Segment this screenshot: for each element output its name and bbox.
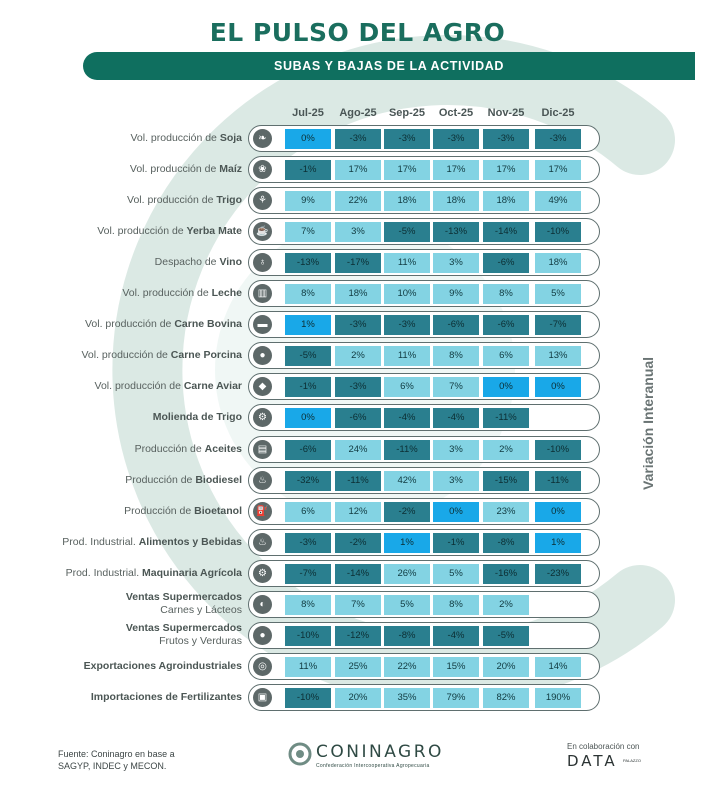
- value-cell: 8%: [285, 284, 331, 304]
- value-cell: -3%: [335, 377, 381, 397]
- subtitle-banner: SUBAS Y BAJAS DE LA ACTIVIDAD: [83, 52, 695, 80]
- biodiesel-icon: ♨: [253, 471, 272, 490]
- value-cell: 7%: [335, 595, 381, 615]
- value-cell: -3%: [384, 129, 430, 149]
- row-label: [0, 225, 242, 238]
- value-cell: 1%: [384, 533, 430, 553]
- value-cell: 3%: [433, 440, 479, 460]
- value-cell: -10%: [285, 626, 331, 646]
- value-cell: -8%: [384, 626, 430, 646]
- wine-bottle-icon: ♁: [253, 253, 272, 272]
- value-cell: 6%: [483, 346, 529, 366]
- value-cell: 23%: [483, 502, 529, 522]
- row-label: [0, 194, 242, 207]
- value-cell: -11%: [483, 408, 529, 428]
- value-cell: -7%: [535, 315, 581, 335]
- value-cell: 2%: [483, 595, 529, 615]
- value-cell: -12%: [335, 626, 381, 646]
- value-cell: 22%: [384, 657, 430, 677]
- value-cell: 190%: [535, 688, 581, 708]
- row-label: [0, 349, 242, 362]
- row-label: [0, 411, 242, 424]
- fuel-pump-icon: ⛽: [253, 502, 272, 521]
- value-cell: 79%: [433, 688, 479, 708]
- value-cell: 11%: [285, 657, 331, 677]
- row-label-title: Ventas Supermercados: [125, 590, 242, 603]
- value-cell: 11%: [384, 253, 430, 273]
- column-header: Nov-25: [487, 107, 525, 119]
- row-label: [0, 132, 242, 145]
- value-cell: 17%: [483, 160, 529, 180]
- row-label-prefix: Vol. producción de: [94, 380, 184, 393]
- value-cell: -6%: [483, 253, 529, 273]
- row-label: [0, 591, 242, 617]
- value-cell: 18%: [483, 191, 529, 211]
- value-cell: -13%: [433, 222, 479, 242]
- value-cell: 7%: [285, 222, 331, 242]
- value-cell: 0%: [285, 408, 331, 428]
- value-cell: 18%: [335, 284, 381, 304]
- value-cell: 13%: [535, 346, 581, 366]
- value-cell: -16%: [483, 564, 529, 584]
- value-cell: 5%: [535, 284, 581, 304]
- value-cell: -13%: [285, 253, 331, 273]
- row-label: [0, 443, 242, 456]
- value-cell: -3%: [285, 533, 331, 553]
- value-cell: 12%: [335, 502, 381, 522]
- row-label-prefix: Vol. producción de: [81, 349, 171, 362]
- row-label-title: Bioetanol: [194, 504, 242, 517]
- value-cell: 49%: [535, 191, 581, 211]
- value-cell: -1%: [285, 160, 331, 180]
- soy-icon: ❧: [253, 129, 272, 148]
- row-label: [0, 163, 242, 176]
- row-label-prefix: Vol. producción de: [122, 287, 212, 300]
- value-cell: 15%: [433, 657, 479, 677]
- cow-icon: ▬: [253, 315, 272, 334]
- row-label: [0, 318, 242, 331]
- value-cell: -5%: [285, 346, 331, 366]
- column-header: Ago-25: [339, 107, 377, 119]
- mill-icon: ⚙: [253, 408, 272, 427]
- row-label-title: Exportaciones Agroindustriales: [83, 659, 242, 672]
- value-cell: -4%: [384, 408, 430, 428]
- value-cell: 18%: [535, 253, 581, 273]
- value-cell: -3%: [433, 129, 479, 149]
- row-label-title: Soja: [219, 132, 242, 144]
- row-label: [0, 474, 242, 487]
- row-label-prefix: Prod. Industrial.: [62, 535, 139, 548]
- column-header: Sep-25: [388, 107, 426, 119]
- data-logo: DATA: [567, 752, 618, 770]
- value-cell: 17%: [384, 160, 430, 180]
- row-label: [0, 622, 242, 648]
- value-cell: -2%: [335, 533, 381, 553]
- milk-icon: ▥: [253, 284, 272, 303]
- chicken-icon: ◆: [253, 377, 272, 396]
- value-cell: -1%: [433, 533, 479, 553]
- value-cell: -5%: [483, 626, 529, 646]
- value-cell: -3%: [384, 315, 430, 335]
- value-cell: 5%: [384, 595, 430, 615]
- coninagro-emblem-icon: [288, 742, 312, 766]
- value-cell: -6%: [483, 315, 529, 335]
- meat-icon: ◐: [253, 595, 272, 614]
- value-cell: -11%: [535, 471, 581, 491]
- row-label-prefix: Producción de: [124, 504, 195, 517]
- value-cell: -14%: [483, 222, 529, 242]
- row-label: [0, 256, 242, 269]
- value-cell: 0%: [535, 502, 581, 522]
- vertical-axis-title: Variación Interanual: [640, 356, 656, 490]
- value-cell: -11%: [335, 471, 381, 491]
- value-cell: -10%: [285, 688, 331, 708]
- value-cell: 8%: [433, 346, 479, 366]
- column-header: Jul-25: [292, 107, 324, 119]
- pig-icon: ●: [253, 346, 272, 365]
- value-cell: -10%: [535, 440, 581, 460]
- row-label-title: Vino: [219, 256, 242, 269]
- row-label-title: Yerba Mate: [186, 225, 242, 238]
- value-cell: -11%: [384, 440, 430, 460]
- row-label-prefix: Vol. producción de: [97, 225, 187, 238]
- value-cell: 17%: [433, 160, 479, 180]
- row-label: [0, 660, 242, 673]
- value-cell: 25%: [335, 657, 381, 677]
- value-cell: -14%: [335, 564, 381, 584]
- value-cell: 9%: [433, 284, 479, 304]
- value-cell: 1%: [285, 315, 331, 335]
- data-logo-small: PALAZZO: [623, 758, 641, 763]
- mate-icon: ☕: [253, 222, 272, 241]
- wheat-icon: ⚘: [253, 191, 272, 210]
- value-cell: 2%: [335, 346, 381, 366]
- value-cell: 11%: [384, 346, 430, 366]
- value-cell: 20%: [483, 657, 529, 677]
- value-cell: 10%: [384, 284, 430, 304]
- column-header: Oct-25: [438, 107, 474, 119]
- row-label-prefix: Prod. Industrial.: [65, 566, 143, 579]
- value-cell: -6%: [285, 440, 331, 460]
- food-drink-icon: ♨: [253, 533, 272, 552]
- value-cell: -1%: [285, 377, 331, 397]
- coninagro-logo-text: CONINAGRO: [316, 742, 444, 762]
- value-cell: -32%: [285, 471, 331, 491]
- value-cell: -3%: [535, 129, 581, 149]
- row-label-prefix: Vol. producción de: [129, 163, 220, 176]
- row-label: [0, 567, 242, 580]
- row-label-prefix: Producción de: [125, 473, 196, 486]
- coninagro-logo-subtitle: Confederación Intercooperativa Agropecuaria: [316, 763, 430, 769]
- row-label-prefix: Producción de: [134, 442, 205, 455]
- value-cell: 26%: [384, 564, 430, 584]
- row-label-title: Carne Bovina: [174, 318, 242, 331]
- row-label-prefix: Vol. producción de: [85, 318, 175, 331]
- page-title: EL PULSO DEL AGRO: [209, 18, 506, 47]
- row-label-title: Biodiesel: [195, 473, 242, 486]
- value-cell: 82%: [483, 688, 529, 708]
- row-label-title: Aceites: [204, 442, 242, 455]
- value-cell: 14%: [535, 657, 581, 677]
- value-cell: -6%: [335, 408, 381, 428]
- value-cell: 24%: [335, 440, 381, 460]
- value-cell: 6%: [285, 502, 331, 522]
- value-cell: -17%: [335, 253, 381, 273]
- value-cell: 6%: [384, 377, 430, 397]
- row-label-prefix: Vol. producción de: [127, 194, 217, 207]
- value-cell: 17%: [535, 160, 581, 180]
- value-cell: -23%: [535, 564, 581, 584]
- value-cell: 35%: [384, 688, 430, 708]
- source-line-2: SAGYP, INDEC y MECON.: [58, 761, 167, 771]
- fertilizer-icon: ▣: [253, 688, 272, 707]
- row-label-title: Carne Aviar: [183, 380, 242, 393]
- row-label-prefix: Vol. producción de: [130, 132, 220, 144]
- value-cell: -7%: [285, 564, 331, 584]
- row-label: [0, 691, 242, 704]
- value-cell: -3%: [335, 315, 381, 335]
- value-cell: 1%: [535, 533, 581, 553]
- value-cell: 0%: [535, 377, 581, 397]
- row-label-subtitle: Frutos y Verduras: [159, 634, 242, 647]
- source-note: [58, 748, 175, 772]
- value-cell: 8%: [483, 284, 529, 304]
- row-label: [0, 380, 242, 393]
- value-cell: 3%: [335, 222, 381, 242]
- row-label-title: Trigo: [216, 194, 242, 207]
- row-label-title: Carne Porcina: [170, 349, 242, 362]
- value-cell: 0%: [285, 129, 331, 149]
- value-cell: 2%: [483, 440, 529, 460]
- value-cell: 18%: [433, 191, 479, 211]
- value-cell: 7%: [433, 377, 479, 397]
- row-label: [0, 287, 242, 300]
- value-cell: 18%: [384, 191, 430, 211]
- value-cell: 42%: [384, 471, 430, 491]
- column-header: Dic-25: [541, 107, 575, 119]
- value-cell: 8%: [433, 595, 479, 615]
- value-cell: 8%: [285, 595, 331, 615]
- row-label-title: Ventas Supermercados: [125, 621, 242, 634]
- value-cell: -15%: [483, 471, 529, 491]
- value-cell: -3%: [483, 129, 529, 149]
- value-cell: -5%: [384, 222, 430, 242]
- value-cell: -6%: [433, 315, 479, 335]
- corn-icon: ❀: [253, 160, 272, 179]
- source-line-1: Fuente: Coninagro en base a: [58, 749, 175, 759]
- row-label-title: Maíz: [219, 163, 242, 176]
- value-cell: 3%: [433, 253, 479, 273]
- apple-icon: ●: [253, 626, 272, 645]
- row-label: [0, 536, 242, 549]
- value-cell: -8%: [483, 533, 529, 553]
- value-cell: -3%: [335, 129, 381, 149]
- value-cell: 3%: [433, 471, 479, 491]
- value-cell: 0%: [433, 502, 479, 522]
- row-label-title: Alimentos y Bebidas: [138, 535, 242, 548]
- row-label: [0, 505, 242, 518]
- value-cell: 17%: [335, 160, 381, 180]
- value-cell: 5%: [433, 564, 479, 584]
- row-label-prefix: Despacho de: [154, 256, 220, 269]
- value-cell: -4%: [433, 626, 479, 646]
- row-label-title: Leche: [211, 287, 242, 300]
- value-cell: -2%: [384, 502, 430, 522]
- oil-icon: ▤: [253, 440, 272, 459]
- tractor-icon: ⚙: [253, 564, 272, 583]
- globe-icon: ◎: [253, 657, 272, 676]
- value-cell: -10%: [535, 222, 581, 242]
- value-cell: 22%: [335, 191, 381, 211]
- row-label-title: Molienda de Trigo: [152, 411, 242, 424]
- value-cell: 20%: [335, 688, 381, 708]
- row-label-subtitle: Carnes y Lácteos: [160, 603, 242, 616]
- value-cell: 0%: [483, 377, 529, 397]
- value-cell: 9%: [285, 191, 331, 211]
- row-label-title: Maquinaria Agrícola: [142, 566, 242, 579]
- collaboration-label: En colaboración con: [567, 742, 640, 751]
- value-cell: -4%: [433, 408, 479, 428]
- row-label-title: Importaciones de Fertilizantes: [90, 690, 242, 703]
